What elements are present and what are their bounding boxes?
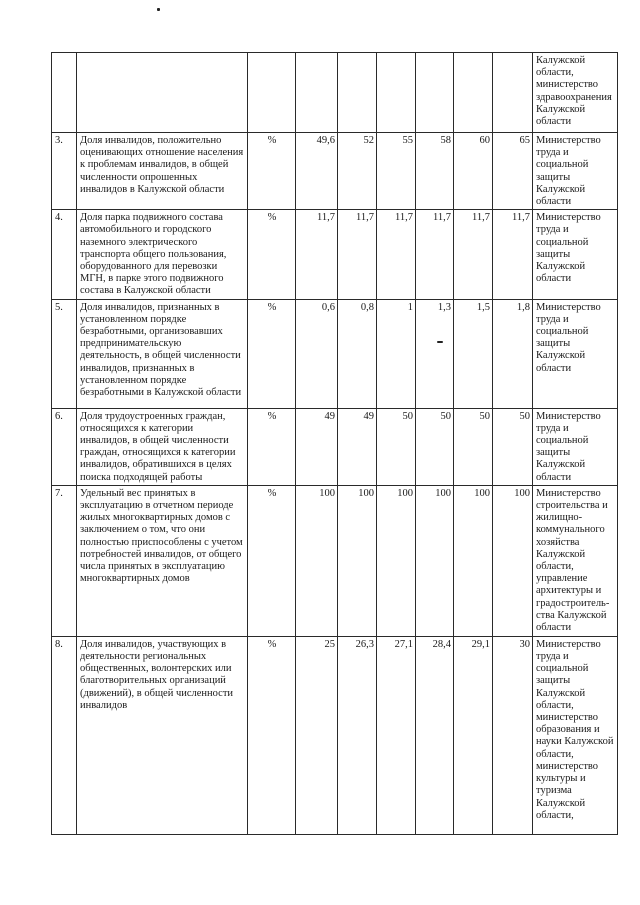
unit-cell: % — [248, 210, 296, 299]
value-cell: 28,4 — [416, 636, 454, 834]
value-cell: 49 — [338, 408, 377, 485]
responsible-cell: Калужской области, министерство здравоохранения Калужской области — [533, 53, 618, 133]
value-cell: 55 — [377, 133, 416, 210]
indicators-table — [51, 52, 618, 835]
value-cell: 1,5 — [454, 299, 493, 408]
value-cell — [493, 53, 533, 133]
indicator-name: Доля инвалидов, положительно оценивающих отношение населения к проблемам инвалидов, в общей численности опрошенных инвалидов в Калужской области — [77, 133, 248, 210]
row-number: 7. — [52, 485, 77, 636]
value-cell: 11,7 — [493, 210, 533, 299]
value-cell: 29,1 — [454, 636, 493, 834]
indicator-name: Доля инвалидов, признанных в установленном порядке безработными, организовавших предпринимательскую деятельность, в общей численности инвалидов, признанных в установленном порядке безработными в Калужской области — [77, 299, 248, 408]
value-cell: 1 — [377, 299, 416, 408]
value-cell: 11,7 — [338, 210, 377, 299]
value-cell: 1,8 — [493, 299, 533, 408]
unit-cell: % — [248, 485, 296, 636]
value-cell — [416, 53, 454, 133]
indicator-name — [77, 53, 248, 133]
value-cell: 26,3 — [338, 636, 377, 834]
table-row — [52, 53, 618, 133]
row-number: 4. — [52, 210, 77, 299]
unit-cell: % — [248, 636, 296, 834]
unit-cell: % — [248, 408, 296, 485]
table-row — [52, 210, 618, 299]
responsible-cell: Министерство труда и социальной защиты Калужской области — [533, 408, 618, 485]
value-cell: 50 — [454, 408, 493, 485]
value-cell: 49 — [296, 408, 338, 485]
value-cell: 100 — [296, 485, 338, 636]
value-cell: 11,7 — [454, 210, 493, 299]
value-cell: 49,6 — [296, 133, 338, 210]
value-cell — [377, 53, 416, 133]
row-number: 8. — [52, 636, 77, 834]
scan-speck — [157, 8, 160, 11]
row-number: 3. — [52, 133, 77, 210]
value-cell: 60 — [454, 133, 493, 210]
value-cell: 100 — [416, 485, 454, 636]
responsible-cell: Министерство строительства и жилищно-коммунального хозяйства Калужской области, управление архитектуры и градостроитель-ства Калужской области — [533, 485, 618, 636]
value-cell: 11,7 — [416, 210, 454, 299]
value-cell: 65 — [493, 133, 533, 210]
value-cell: 52 — [338, 133, 377, 210]
responsible-cell: Министерство труда и социальной защиты Калужской области, министерство образования и науки Калужской области, министерство культуры и туризма Калужской области, — [533, 636, 618, 834]
unit-cell: % — [248, 299, 296, 408]
table-row — [52, 636, 618, 834]
table-row — [52, 485, 618, 636]
value-cell: 100 — [493, 485, 533, 636]
unit-cell: % — [248, 133, 296, 210]
value-cell: 25 — [296, 636, 338, 834]
value-cell — [338, 53, 377, 133]
value-cell: 100 — [338, 485, 377, 636]
value-cell: 0,8 — [338, 299, 377, 408]
row-number: 6. — [52, 408, 77, 485]
responsible-cell: Министерство труда и социальной защиты Калужской области — [533, 133, 618, 210]
responsible-cell: Министерство труда и социальной защиты Калужской области — [533, 299, 618, 408]
value-cell: 27,1 — [377, 636, 416, 834]
unit-cell — [248, 53, 296, 133]
indicator-name: Доля парка подвижного состава автомобильного и городского наземного электрического транспорта общего пользования, оборудованного для перевозки МГН, в парке этого подвижного состава в Калужской области — [77, 210, 248, 299]
value-cell: 100 — [454, 485, 493, 636]
value-cell: 11,7 — [377, 210, 416, 299]
value-cell — [454, 53, 493, 133]
row-number — [52, 53, 77, 133]
row-number: 5. — [52, 299, 77, 408]
table-row — [52, 133, 618, 210]
value-cell: 50 — [416, 408, 454, 485]
indicator-name: Доля трудоустроенных граждан, относящихся к категории инвалидов, в общей численности граждан, относящихся к категории инвалидов, обратившихся в целях поиска подходящей работы — [77, 408, 248, 485]
value-cell: 58 — [416, 133, 454, 210]
indicator-name: Доля инвалидов, участвующих в деятельности региональных общественных, волонтерских или благотворительных организаций (движений), в общей численности инвалидов — [77, 636, 248, 834]
value-cell: 1,3 — [416, 299, 454, 408]
table-row — [52, 299, 618, 408]
value-cell: 0,6 — [296, 299, 338, 408]
indicator-name: Удельный вес принятых в эксплуатацию в отчетном периоде жилых многоквартирных домов с заключением о том, что они полностью приспособлены с учетом потребностей инвалидов, от общего числа принятых в эксплуатацию многоквартирных домов — [77, 485, 248, 636]
value-cell: 50 — [493, 408, 533, 485]
responsible-cell: Министерство труда и социальной защиты Калужской области — [533, 210, 618, 299]
value-cell: 50 — [377, 408, 416, 485]
value-cell: 11,7 — [296, 210, 338, 299]
table-row — [52, 408, 618, 485]
value-cell — [296, 53, 338, 133]
value-cell: 30 — [493, 636, 533, 834]
value-cell: 100 — [377, 485, 416, 636]
